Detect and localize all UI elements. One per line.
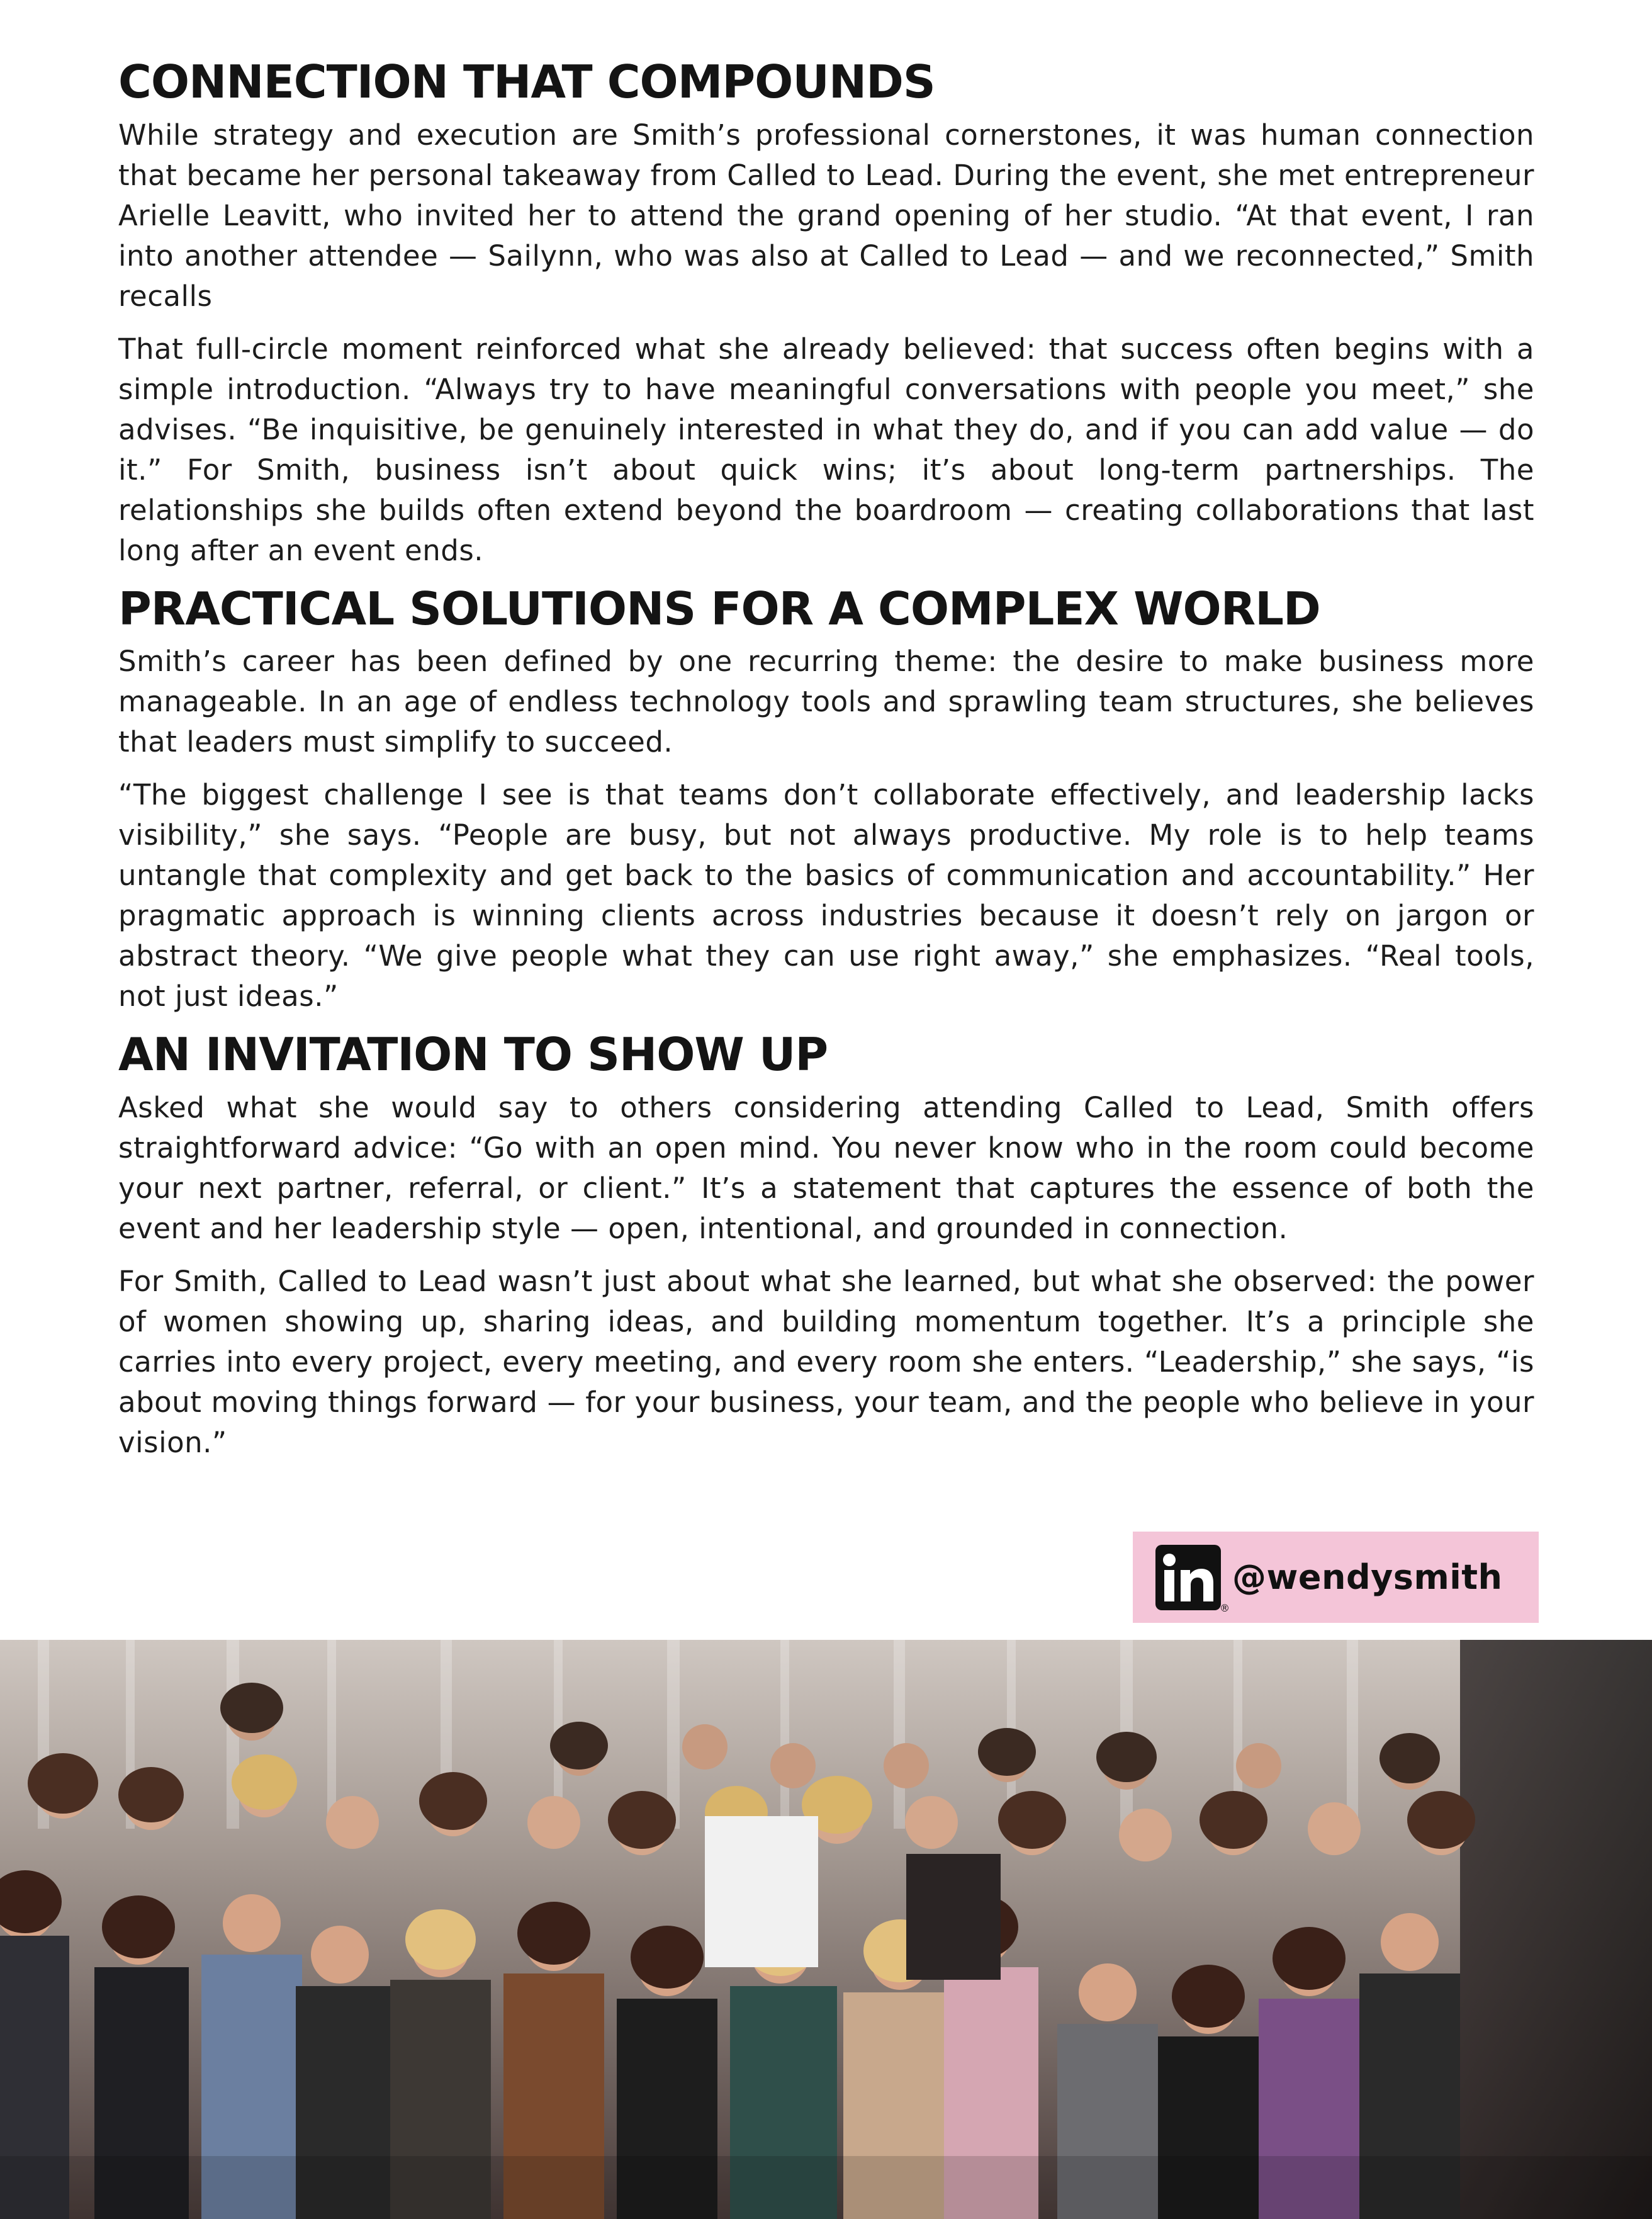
- section-heading-invitation: AN INVITATION TO SHOW UP: [118, 1028, 828, 1081]
- paragraph: Asked what she would say to others considering attending Called to Lead, Smith offers straightforward advice: “Go with an open mind. You never know who in the room could become your next partner, referral, or client.” It’s a statement that captures the essence of both the event and her leadership style — open, intentional, and grounded in connection.: [118, 1090, 1534, 1245]
- group-photo: [0, 1640, 1652, 2219]
- paragraph: That full-circle moment reinforced what she already believed: that success often begins with a simple introduction. “Always try to have meaningful conversations with people you meet,” she advises. “Be inquisitive, be genuinely interested in what they do, and if you can add value — do it.” For Smith, business isn’t about quick wins; it’s about long-term partnerships. The relationships she builds often extend beyond the boardroom — creating collaborations that last long after an event ends.: [118, 332, 1534, 567]
- paragraph: “The biggest challenge I see is that teams don’t collaborate effectively, and leadership lacks visibility,” she says. “People are busy, but not always productive. My role is to help teams untangle that complexity and get back to the basics of communication and accountability.” Her pragmatic approach is winning clients across industries because it doesn’t rely on jargon or abstract theory. “We give people what they can use right away,” she emphasizes. “Real tools, not just ideas.”: [118, 778, 1534, 1014]
- group-photo-illustration: [0, 1640, 1652, 2219]
- section-heading-practical-solutions: PRACTICAL SOLUTIONS FOR A COMPLEX WORLD: [118, 582, 1320, 635]
- linkedin-handle[interactable]: @wendysmith: [1232, 1557, 1503, 1597]
- linkedin-icon: [1155, 1545, 1230, 1614]
- article-body: [118, 57, 1534, 1476]
- paragraph: For Smith, Called to Lead wasn’t just about what she learned, but what she observed: the power of women showing up, sharing ideas, and building momentum together. It’s a principle she carries into every project, every meeting, and every room she enters. “Leadership,” she says, “is about moving things forward — for your business, your team, and the people who believe in your vision.”: [118, 1264, 1534, 1459]
- linkedin-badge[interactable]: [1133, 1532, 1539, 1623]
- section-heading-connection: CONNECTION THAT COMPOUNDS: [118, 55, 935, 108]
- registered-mark: ®: [1220, 1601, 1230, 1614]
- paragraph: Smith’s career has been defined by one recurring theme: the desire to make business more manageable. In an age of endless technology tools and sprawling team structures, she believes that leaders must simplify to succeed.: [118, 645, 1534, 759]
- linkedin-logo-glyph: [1155, 1545, 1221, 1610]
- paragraph: While strategy and execution are Smith’s professional cornerstones, it was human connection that became her personal takeaway from Called to Lead. During the event, she met entrepreneur Arielle Leavitt, who invited her to attend the grand opening of her studio. “At that event, I ran into another attendee — Sailynn, who was also at Called to Lead — and we reconnected,” Smith recalls: [118, 118, 1534, 313]
